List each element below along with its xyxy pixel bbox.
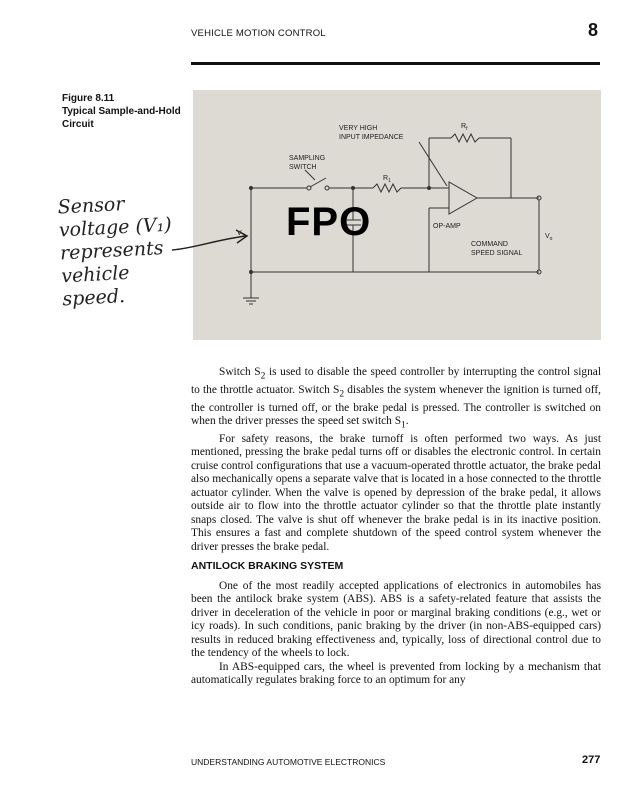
label-v1: $V_1$ bbox=[237, 230, 245, 239]
footer-title: UNDERSTANDING AUTOMOTIVE ELECTRONICS bbox=[191, 757, 386, 767]
label-command-1: COMMAND bbox=[471, 241, 508, 248]
label-sampling-2: SWITCH bbox=[289, 164, 317, 171]
label-r1: $R_1$ bbox=[383, 175, 391, 184]
label-high-impedance-1: VERY HIGH bbox=[339, 125, 378, 132]
body-text bbox=[191, 366, 601, 688]
label-command-2: SPEED SIGNAL bbox=[471, 250, 523, 257]
page-number: 277 bbox=[582, 754, 601, 766]
label-high-impedance-2: INPUT IMPEDANCE bbox=[339, 134, 404, 141]
annotation-line-4: vehicle bbox=[60, 261, 131, 288]
header-rule bbox=[191, 62, 600, 65]
label-sampling-1: SAMPLING bbox=[289, 155, 326, 162]
chapter-number: 8 bbox=[588, 20, 599, 40]
circuit-figure bbox=[193, 90, 601, 340]
circuit-diagram bbox=[193, 90, 601, 340]
annotation-line-5: speed. bbox=[61, 285, 126, 311]
paragraph-1: Switch $S_2$ is used to disable the speed controller by interrupting the control signal to the throttle actuator. Switch $S_2$ disables the system whenever the ignition is turned off, the controller is turned off, or the brake pedal is pressed. The controller is switched on when the driver presses the speed set switch $S_1$. bbox=[191, 366, 601, 431]
label-rf: $R_f$ bbox=[461, 123, 468, 132]
paragraph-3: One of the most readily accepted applications of electronics in automobiles has been the antilock brake system (ABS). ABS is a safety-related feature that assists the driver in deceleration of the vehicle in poor or marginal braking conditions (e.g., wet or icy roads). In such conditions, panic braking by the driver (in non-ABS-equipped cars) results in reduced braking effectiveness and, typically, loss of directional control due to the tendency of the wheels to lock. bbox=[191, 579, 601, 660]
figure-number: Figure 8.11 bbox=[62, 93, 115, 104]
figure-title: Typical Sample-and-Hold Circuit bbox=[62, 106, 181, 130]
paragraph-4: In ABS-equipped cars, the wheel is prevented from locking by a mechanism that automatically regulates braking force to an optimum for any bbox=[191, 660, 601, 687]
section-heading: ANTILOCK BRAKING SYSTEM bbox=[191, 560, 344, 573]
annotation-line-1: Sensor bbox=[57, 193, 125, 219]
annotation-line-3: represents bbox=[59, 237, 164, 265]
paragraph-2: For safety reasons, the brake turnoff is often performed two ways. As just mentioned, pressing the brake pedal turns off or disables the electronic control. In certain cruise control configurations that use a vacuum-operated throttle actuator, the brake pedal also mechanically opens a separate valve that is located in a hose connected to the throttle actuator cylinder. When the valve is opened by depression of the brake pedal, it allows outside air to flow into the throttle actuator cylinder so that the throttle plate instantly snaps closed. The valve is shut off whenever the brake pedal is in its inactive position. This ensures a fast and complete shutdown of the speed control system whenever the driver presses the brake pedal. bbox=[191, 432, 601, 553]
header-title: VEHICLE MOTION CONTROL bbox=[191, 28, 326, 39]
label-op-amp: OP-AMP bbox=[433, 223, 461, 230]
fpo-placeholder: FPO bbox=[286, 200, 372, 244]
label-vo: $V_o$ bbox=[545, 233, 553, 242]
handwritten-arrow-icon bbox=[170, 218, 250, 258]
annotation-line-2: voltage (V₁) bbox=[58, 213, 173, 242]
figure-caption bbox=[62, 92, 182, 131]
